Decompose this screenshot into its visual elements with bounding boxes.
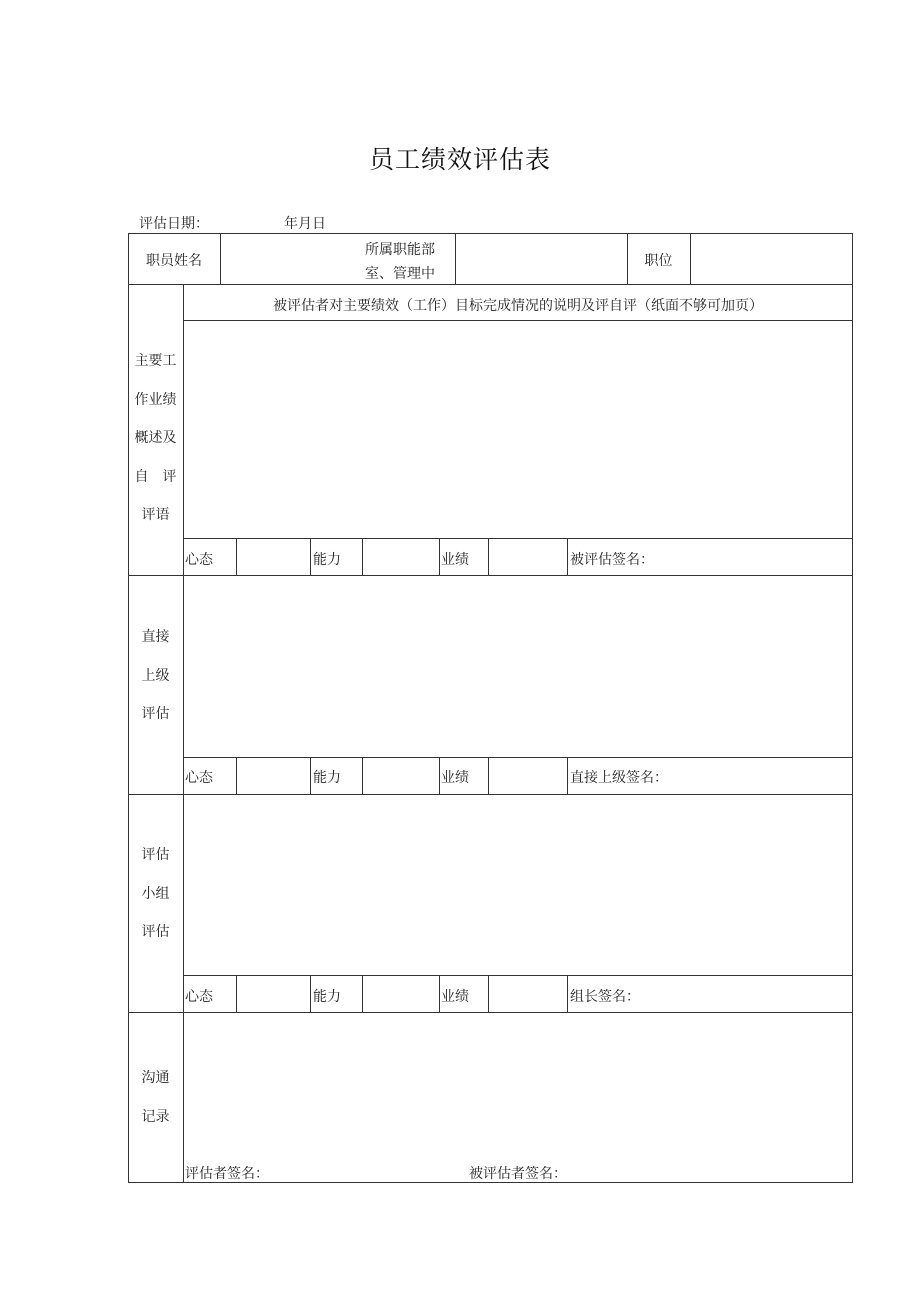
attitude-label: 心态 [185, 770, 213, 786]
department-field[interactable] [456, 236, 626, 282]
attitude-label: 心态 [185, 989, 213, 1005]
supervisor-signature-label: 直接上级签名： [570, 770, 668, 786]
ability-score-field[interactable] [363, 759, 438, 793]
evaluation-date-label: 评估日期： [139, 216, 209, 232]
communication-record-text-area[interactable] [185, 1014, 851, 1160]
performance-label: 业绩 [441, 770, 469, 786]
evaluation-date-fields[interactable]: 年月日 [284, 216, 326, 232]
self-evaluation-section-label: 主要工 作业绩 概述及 自 评 评语 [134, 353, 177, 523]
form-title: 员工绩效评估表 [368, 145, 551, 174]
department-label-line1: 所属职能部 [365, 242, 435, 258]
evaluatee-signature-label: 被评估签名： [570, 552, 654, 568]
ability-label: 能力 [313, 552, 341, 568]
performance-label: 业绩 [441, 552, 469, 568]
self-evaluation-text-area[interactable] [185, 322, 851, 536]
team-leader-signature-label: 组长签名： [570, 989, 640, 1005]
ability-label: 能力 [313, 989, 341, 1005]
attitude-score-field[interactable] [237, 540, 309, 574]
supervisor-evaluation-section-label: 直接 上级 评估 [141, 629, 170, 722]
attitude-label: 心态 [185, 552, 213, 568]
communication-record-section-label: 沟通 记录 [141, 1070, 170, 1125]
performance-score-field[interactable] [489, 759, 566, 793]
employee-name-label: 职员姓名 [146, 253, 202, 269]
department-label-line2: 室、管理中 [365, 266, 435, 282]
performance-score-field[interactable] [489, 977, 566, 1011]
employee-name-field[interactable] [221, 236, 351, 282]
performance-score-field[interactable] [489, 540, 566, 574]
ability-score-field[interactable] [363, 977, 438, 1011]
position-label: 职位 [644, 253, 673, 269]
panel-evaluation-section-label: 评估 小组 评估 [141, 847, 170, 940]
position-field[interactable] [691, 236, 851, 282]
evaluator-signature-label: 评估者签名： [185, 1166, 269, 1182]
ability-label: 能力 [313, 770, 341, 786]
attitude-score-field[interactable] [237, 759, 309, 793]
evaluatee-signature-label: 被评估者签名： [469, 1166, 567, 1182]
self-evaluation-instruction: 被评估者对主要绩效（工作）目标完成情况的说明及评自评（纸面不够可加页） [273, 298, 763, 314]
performance-label: 业绩 [441, 989, 469, 1005]
supervisor-evaluation-text-area[interactable] [185, 577, 851, 755]
panel-evaluation-text-area[interactable] [185, 796, 851, 973]
attitude-score-field[interactable] [237, 977, 309, 1011]
ability-score-field[interactable] [363, 540, 438, 574]
